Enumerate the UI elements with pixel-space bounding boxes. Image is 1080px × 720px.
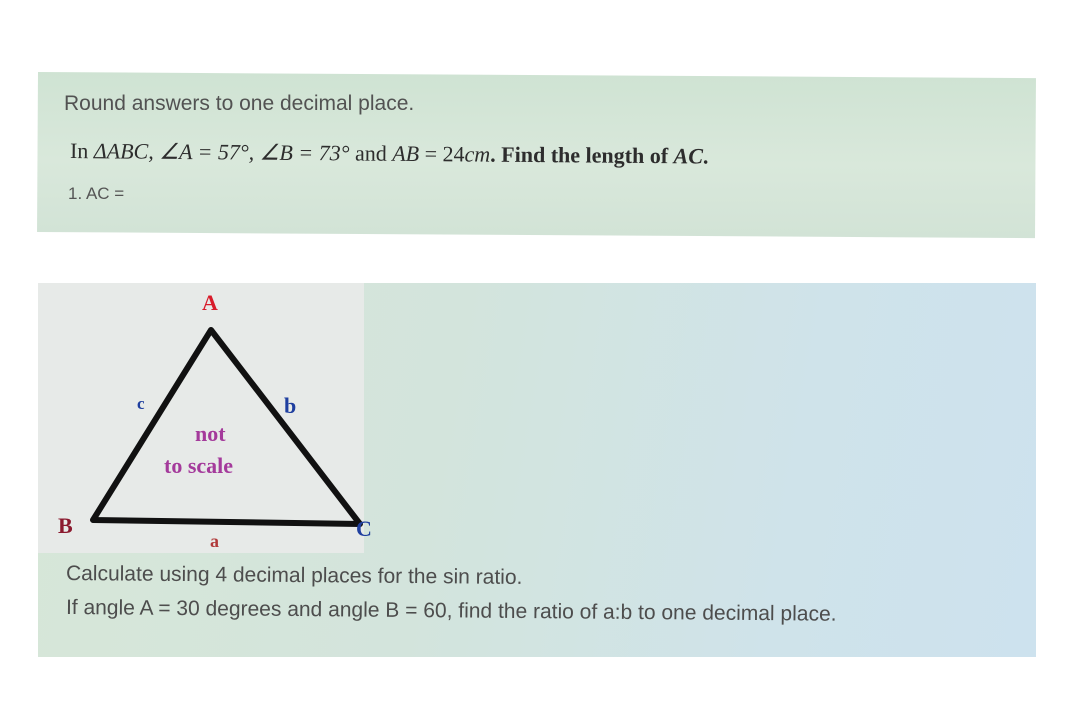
side-c-label: c xyxy=(137,394,145,413)
problem-end: . xyxy=(702,143,709,169)
sin-ratio-instruction: Calculate using 4 decimal places for the sin ratio. xyxy=(65,562,523,589)
problem-side: AB xyxy=(392,140,420,167)
problem-statement xyxy=(70,138,709,170)
problem-suffix: . Find the length of xyxy=(490,141,674,169)
vertex-a-label: A xyxy=(202,290,218,315)
not-to-scale-line1: not xyxy=(195,421,226,446)
problem-angles: ΔABC, ∠A = 57°, ∠B = 73° xyxy=(93,138,350,166)
problem-unit: cm xyxy=(464,141,491,167)
side-a-label: a xyxy=(210,531,219,551)
triangle-svg xyxy=(38,283,378,558)
problem-mid: = 24 xyxy=(419,141,465,167)
side-b-label: b xyxy=(284,393,297,418)
triangle-diagram xyxy=(38,283,372,553)
ratio-question: If angle A = 30 degrees and angle B = 60, find the ratio of a:b to one decimal place. xyxy=(65,596,837,626)
problem-and: and xyxy=(349,140,393,166)
instruction-text: Round answers to one decimal place. xyxy=(64,92,415,115)
problem-target: AC xyxy=(673,143,704,169)
vertex-b-label: B xyxy=(58,513,73,538)
answer-label: 1. AC = xyxy=(68,184,125,203)
problem-prefix: In xyxy=(69,138,94,164)
vertex-c-label: C xyxy=(356,516,372,541)
not-to-scale-line2: to scale xyxy=(164,453,234,478)
triangle-shape xyxy=(93,330,360,524)
